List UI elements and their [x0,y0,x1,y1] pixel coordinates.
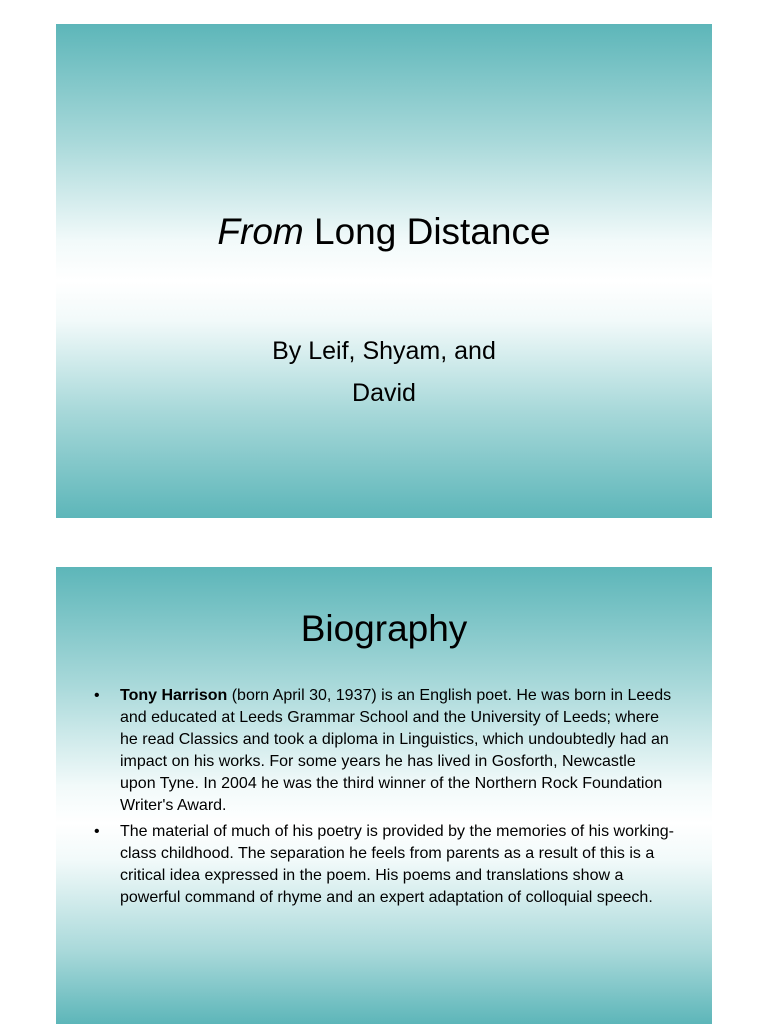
bullet-text: (born April 30, 1937) is an English poet. He was born in Leeds and educated at Leeds Grammar School and the University of Leeds; where he read Classics and took a diploma in Linguistics, which undoubtedly had an impact on his works. For some years he has lived in Gosforth, Newcastle upon Tyne. In 2004 he was the third winner of the Northern Rock Foundation Writer's Award. [120,687,672,814]
bullet-list [94,685,674,913]
biography-slide [56,567,712,1024]
bullet-icon: • [94,823,100,840]
bullet-item [94,821,674,909]
slide-title: Biography [300,608,468,649]
title-italic-word: From [217,211,304,252]
title-slide [56,24,712,518]
subtitle-line-2: David [352,379,416,407]
bullet-icon: • [94,687,100,704]
presentation-title [56,210,712,254]
subtitle-line-1: By Leif, Shyam, and [272,337,496,365]
bullet-item [94,685,674,817]
bullet-bold-name: Tony Harrison [120,687,228,704]
bullet-text: The material of much of his poetry is provided by the memories of his working-class childhood. The separation he feels from parents as a result of this is a critical idea expressed in the poem. His poems and translations show a powerful command of rhyme and an expert adaptation of colloquial speech. [120,823,675,906]
title-rest: Long Distance [303,211,551,252]
presentation-subtitle [56,330,712,414]
